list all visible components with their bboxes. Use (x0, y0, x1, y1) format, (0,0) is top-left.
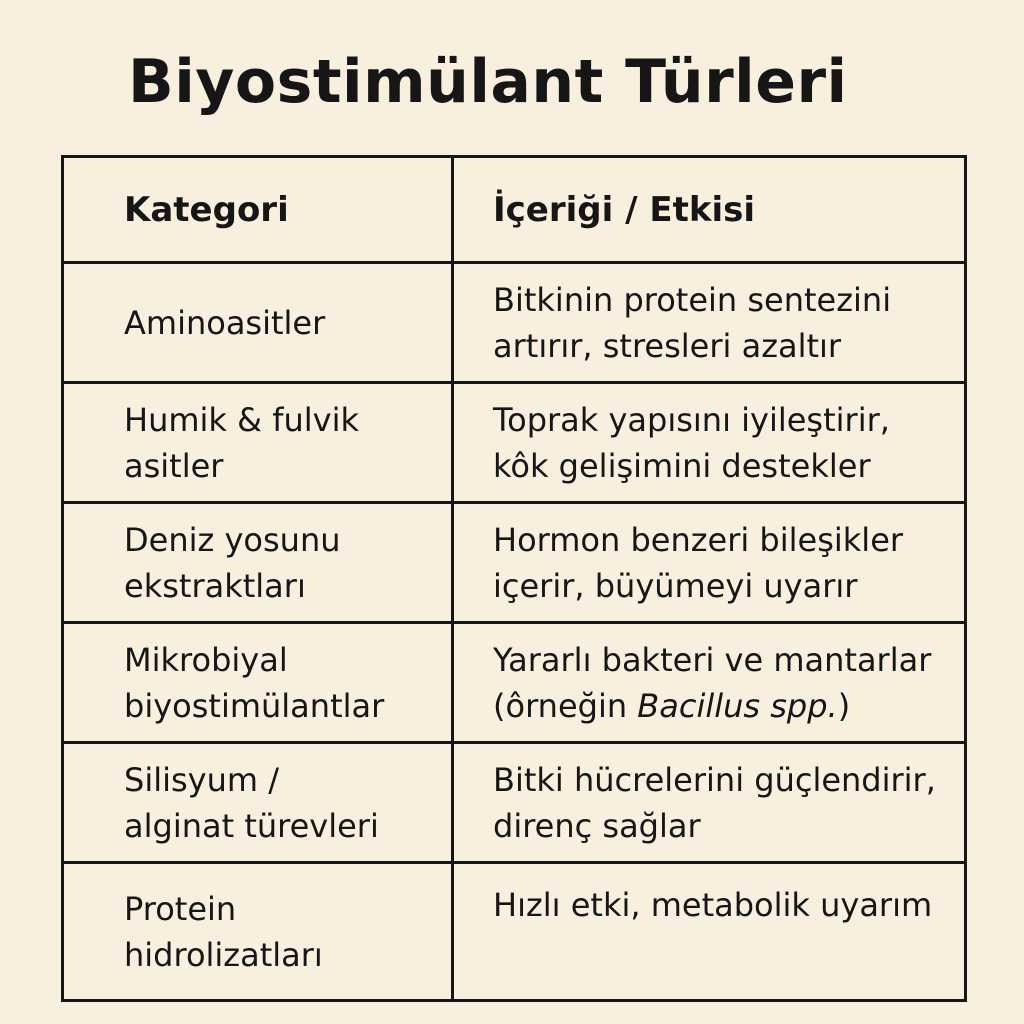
effect-text: Bitkinin protein sentezini (493, 280, 892, 319)
category-text: Humik & fulvik (124, 400, 360, 439)
category-text: Mikrobiyal (124, 640, 288, 679)
effect-cell (453, 263, 966, 383)
category-text: Silisyum / (124, 760, 279, 799)
table-row (63, 383, 966, 503)
category-text: asitler (124, 446, 224, 485)
table-header-row (63, 157, 966, 263)
effect-cell (453, 383, 966, 503)
effect-text: ) (837, 686, 851, 725)
category-text: Deniz yosunu (124, 520, 341, 559)
header-effect: İçeriği / Etkisi (453, 157, 966, 263)
category-text: biyostimülantlar (124, 686, 385, 725)
category-text: ekstraktları (124, 566, 306, 605)
effect-text-italic: Bacillus spp. (637, 686, 838, 725)
effect-cell (453, 863, 966, 1001)
effect-text: içerir, büyümeyi uyarır (493, 566, 858, 605)
category-cell (63, 623, 453, 743)
page-title: Biyostimülant Türleri (128, 47, 848, 117)
table-row (63, 503, 966, 623)
table-row (63, 263, 966, 383)
table-row (63, 863, 966, 1001)
effect-text: Hızlı etki, metabolik uyarım (493, 886, 933, 924)
category-text: Protein (124, 889, 237, 928)
category-cell (63, 503, 453, 623)
effect-text: Bitki hücrelerini güçlendirir, (493, 760, 936, 799)
category-text: hidrolizatları (124, 935, 323, 974)
effect-text: Yararlı bakteri ve mantarlar (493, 640, 932, 679)
category-cell (63, 383, 453, 503)
effect-text: Toprak yapısını iyileştirir, (493, 400, 890, 439)
header-category: Kategori (63, 157, 453, 263)
biostimulant-types-table (61, 155, 967, 1002)
effect-cell (453, 503, 966, 623)
effect-cell (453, 623, 966, 743)
table-row (63, 743, 966, 863)
category-text: Aminoasitler (124, 303, 326, 342)
category-cell (63, 263, 453, 383)
table-row (63, 623, 966, 743)
category-text: alginat türevleri (124, 806, 379, 845)
effect-text: direnç sağlar (493, 806, 701, 845)
category-cell (63, 863, 453, 1001)
effect-text: kôk gelişimini destekler (493, 446, 871, 485)
category-cell (63, 743, 453, 863)
effect-text: (ôrneğin (493, 686, 638, 725)
effect-text: artırır, stresleri azaltır (493, 326, 842, 365)
effect-cell (453, 743, 966, 863)
effect-text: Hormon benzeri bileşikler (493, 520, 904, 559)
